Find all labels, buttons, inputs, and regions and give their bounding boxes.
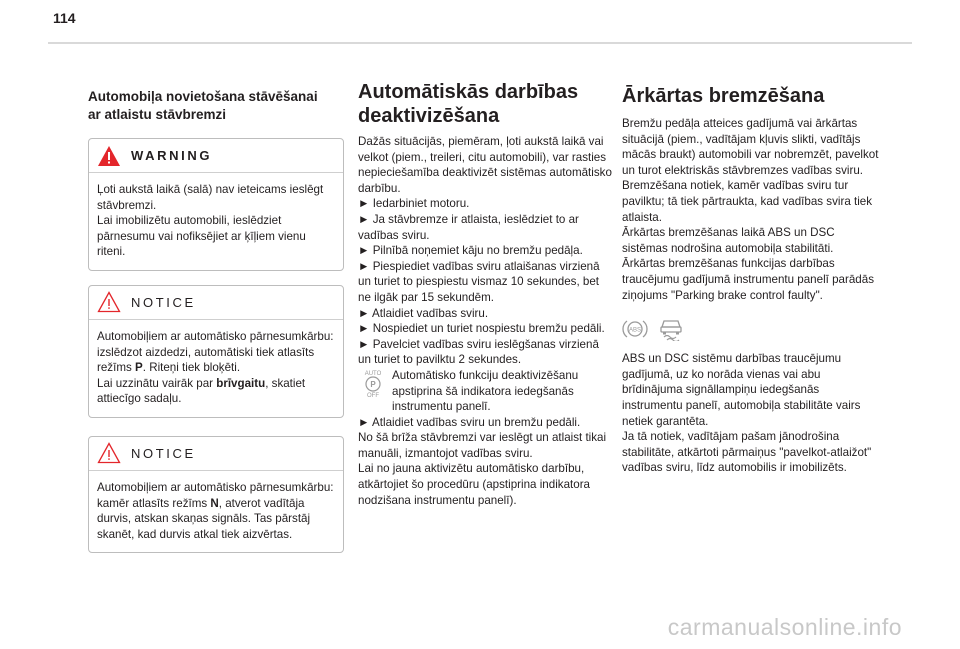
notice-label-1: NOTICE — [131, 294, 196, 310]
notice-triangle-icon — [97, 291, 121, 313]
notice-triangle-icon — [97, 442, 121, 464]
abs-dsc-text: ABS un DSC sistēmu darbības traucējumu gadījumā, uz ko norāda vienas vai abu brīdinājuma signāllampiņu iedegšanās instrumentu panelī, automobiļa stabilitāte vairs netiek garantēta. Ja tā notiek, vadītājam pašam jānodrošina stabilitāte, atkārtoti pārmaiņus "pavelkot-atlaižot" vadības sviru, līdz automobilis ir imobilizēts. — [622, 352, 872, 475]
notice-box-2 — [88, 436, 344, 553]
section-heading-emergency: Ārkārtas bremzēšana — [622, 85, 825, 107]
notice-2-text-part: Automobiļiem ar automātisko pārnesumkārbu: kamēr atlasīts režīms — [97, 480, 334, 510]
header-rule — [48, 42, 912, 44]
warning-label: WARNING — [131, 148, 213, 163]
deactivation-steps: Dažās situācijās, piemēram, ļoti aukstā laikā vai velkot (piem., treileri, citu automobili), var rasties nepieciešamība deaktivizēt sistēmas automātisko darbību. ► Iedarbiniet motoru. ► Ja stāvbremze ir atlaista, ieslēdziet to ar vadības sviru. ► Pilnībā noņemiet kāju no bremžu pedāļa. ► Piespiediet vadības sviru atlaišanas virzienā un turiet to piespiestu vismaz 10 sekundes, bet ne ilgāk par 15 sekundēm. ► Atlaidiet vadības sviru. ► Nospiediet un turiet nospiestu bremžu pedāli. ► Pavelciet vadības sviru ieslēgšanas virzienā un turiet to pavilktu 2 sekundes. — [358, 135, 612, 367]
watermark: carmanualsonline.info — [667, 614, 902, 640]
section-heading-deactivation: Automātiskās darbības deaktivizēšana — [358, 81, 579, 127]
column-deactivation — [358, 80, 613, 508]
column-emergency-braking — [622, 80, 880, 476]
warning-triangle-icon — [97, 145, 121, 167]
section-heading-parking: Automobiļa novietošana stāvēšanai ar atlaistu stāvbremzi — [88, 89, 318, 122]
abs-warning-icon — [622, 318, 648, 340]
notice-box-1 — [88, 285, 344, 418]
page-number: 114 — [53, 10, 76, 26]
auto-off-parking-brake-icon — [358, 368, 388, 398]
svg-text:P: P — [370, 380, 376, 390]
notice-2-bold-n: N — [210, 496, 219, 510]
emergency-text: Bremžu pedāļa atteices gadījumā vai ārkārtas situācijā (piem., vadītājam kļuvis slikti, vadītājs mācās braukt) automobili var nobremzēt, pavelkot un turot elektriskās stāvbremzes vadības sviru. Bremzēšana notiek, kamēr vadības sviru tur pavilktu; tā tiek pārtraukta, kad vadības svira tiek atlaista. Ārkārtas bremzēšanas laikā ABS un DSC sistēmas nodrošina automobiļa stabilitāti. Ārkārtas bremzēšanas funkcijas darbības traucējumu gadījumā instrumentu panelī parādās ziņojums "Parking brake control faulty". — [622, 117, 879, 302]
notice-box-2-header — [89, 437, 343, 471]
warning-lamp-icons — [622, 317, 880, 341]
column-parking — [88, 80, 344, 565]
notice-text-1 — [89, 320, 343, 417]
warning-text: Ļoti aukstā laikā (salā) nav ieteicams ieslēgt stāvbremzi. Lai imobilizētu automobili, ieslēdziet pārnesumu vai nofiksējiet ar ķīļiem vienu riteni. — [97, 183, 324, 259]
notice-label-2: NOTICE — [131, 445, 196, 461]
notice-1-text-part: Automobiļiem ar automātisko pārnesumkārbu: izslēdzot aizdedzi, automātiski tiek atlasīts režīms — [97, 329, 334, 375]
notice-1-text-part: . Riteņi tiek bloķēti. Lai uzzinātu vairāk par — [97, 361, 241, 390]
notice-2-text-part: , atverot vadītāja durvis, atskan skaņas signāls. Tas pārstāj skanēt, kad durvis atkal tiek aizvērtas. — [97, 496, 311, 541]
indicator-text: Automātisko funkciju deaktivizēšanu apstiprina šā indikatora iedegšanās instrumentu panelī. — [392, 368, 579, 414]
abs-icon-label: ABS — [628, 327, 642, 334]
notice-text-2 — [89, 471, 343, 552]
notice-1-bold-term: brīvgaitu — [216, 376, 266, 390]
auto-icon-label: AUTO — [364, 370, 382, 377]
off-icon-label: OFF — [367, 392, 379, 398]
warning-box-header — [89, 139, 343, 173]
notice-box-1-header — [89, 286, 343, 320]
dsc-warning-icon — [658, 317, 684, 341]
warning-box — [88, 138, 344, 271]
auto-off-indicator-row — [358, 368, 613, 415]
notice-1-bold-p: P — [135, 361, 143, 375]
deactivation-followup: ► Atlaidiet vadības sviru un bremžu pedāli. No šā brīža stāvbremzi var ieslēgt un atlaist tikai manuāli, izmantojot vadības sviru. Lai no jauna aktivizētu automātisko darbību, atkārtojiet šo procedūru (apstiprina indikatora nodzišana instrumentu panelī). — [358, 415, 607, 507]
notice-1-text-part: , skatiet attiecīgo sadaļu. — [97, 376, 306, 406]
